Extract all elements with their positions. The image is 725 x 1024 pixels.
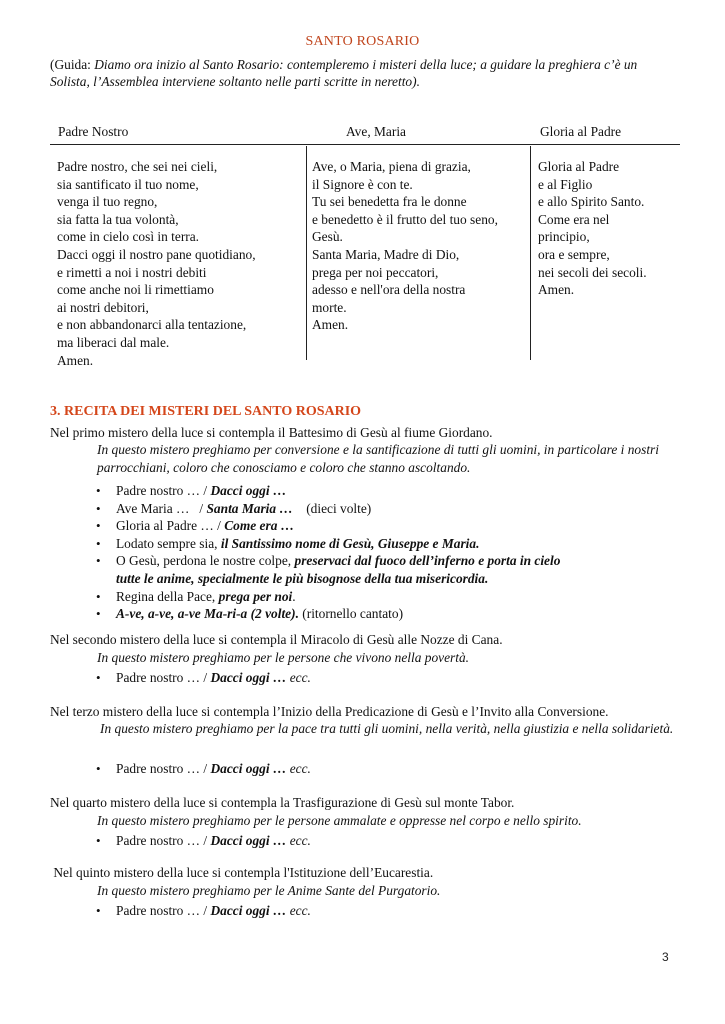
padre-nostro-text (57, 158, 256, 369)
list-item: • Padre nostro … / Dacci oggi … (96, 482, 560, 500)
prayer-line: e non abbandonarci alla tentazione, (57, 317, 247, 333)
prayer-line: e benedetto è il frutto del tuo seno, (312, 211, 498, 227)
prayer-line: adesso e nell'ora della nostra (312, 282, 466, 298)
list-item: • Padre nostro … / Dacci oggi … ecc. (96, 760, 311, 778)
prayer-line: e al Figlio (538, 176, 593, 192)
list-item: • Padre nostro … / Dacci oggi … ecc. (96, 669, 311, 687)
prayer-line: e allo Spirito Santo. (538, 194, 645, 210)
prayer-line: nei secoli dei secoli. (538, 264, 647, 280)
prayer-line: come anche noi li rimettiamo (57, 282, 214, 298)
list-item: • Padre nostro … / Dacci oggi … ecc. (96, 902, 311, 920)
prayer-bullet-list (96, 760, 311, 778)
prayer-line: venga il tuo regno, (57, 194, 158, 210)
prayers-table-header (50, 124, 680, 145)
prayer-bullet-list (96, 669, 311, 687)
prayer-line: Amen. (312, 317, 349, 333)
mystery-intent: In questo mistero preghiamo per conversione e la santificazione di tutti gli uomini, in particolare i nostri parrocchiani, coloro che conosciamo e coloro che stanno ascoltando. (97, 442, 659, 475)
prayer-bullet-list (96, 902, 311, 920)
prayer-line: Tu sei benedetta fra le donne (312, 194, 467, 210)
header-padre-nostro: Padre Nostro (58, 124, 129, 139)
mystery-line: Nel primo mistero della luce si contempla il Battesimo di Gesù al fiume Giordano. (50, 425, 493, 440)
prayer-line: sia santificato il tuo nome, (57, 176, 199, 192)
list-item: • Padre nostro … / Dacci oggi … ecc. (96, 832, 311, 850)
ave-maria-text (312, 158, 498, 334)
prayer-line: Ave, o Maria, piena di grazia, (312, 159, 471, 174)
prayer-line: e rimetti a noi i nostri debiti (57, 264, 207, 280)
table-divider (530, 146, 531, 360)
mystery-line: Nel terzo mistero della luce si contempla l’Inizio della Predicazione di Gesù e l’Invito alla Conversione. (50, 704, 609, 719)
prayer-line: il Signore è con te. (312, 176, 413, 192)
prayer-line: Padre nostro, che sei nei cieli, (57, 159, 218, 174)
prayer-line: ora e sempre, (538, 246, 610, 262)
prayer-line: Santa Maria, Madre di Dio, (312, 246, 460, 262)
prayer-bullet-list (96, 482, 560, 623)
prayer-line: Amen. (538, 282, 575, 298)
mystery-intent: In questo mistero preghiamo per le persone che vivono nella povertà. (97, 650, 470, 665)
table-divider (306, 146, 307, 360)
list-item: • Regina della Pace, prega per noi. (96, 588, 560, 606)
prayer-line: morte. (312, 299, 347, 315)
list-item: • O Gesù, perdona le nostre colpe, preservaci dal fuoco dell’inferno e porta in cielo tutte le anime, specialmente le più bisognose della tua misericordia. (96, 552, 560, 587)
prayer-line: come in cielo così in terra. (57, 229, 200, 245)
prayer-line: Come era nel (538, 211, 610, 227)
prayer-line: ai nostri debitori, (57, 299, 149, 315)
header-gloria: Gloria al Padre (540, 124, 622, 139)
guide-note (50, 56, 680, 90)
page-number: 3 (662, 950, 669, 964)
section-title: 3. RECITA DEI MISTERI DEL SANTO ROSARIO (50, 404, 362, 419)
mystery-intent: In questo mistero preghiamo per le Anime Sante del Purgatorio. (97, 883, 441, 898)
prayer-line: ma liberaci dal male. (57, 334, 170, 350)
prayer-line: principio, (538, 229, 590, 245)
mystery-line: Nel quinto mistero della luce si contempla l'Istituzione dell’Eucarestia. (50, 865, 434, 880)
prayer-bullet-list (96, 832, 311, 850)
list-item: • Gloria al Padre … / Come era … (96, 517, 560, 535)
prayer-line: prega per noi peccatori, (312, 264, 439, 280)
prayer-line: Gloria al Padre (538, 159, 620, 174)
list-item: • Lodato sempre sia, il Santissimo nome di Gesù, Giuseppe e Maria. (96, 535, 560, 553)
mystery-intent: In questo mistero preghiamo per la pace tra tutti gli uomini, nella verità, nella giustizia e nella solidarietà. (100, 721, 674, 736)
prayer-line: Dacci oggi il nostro pane quotidiano, (57, 246, 256, 262)
list-item: • A-ve, a-ve, a-ve Ma-ri-a (2 volte). (ritornello cantato) (96, 605, 560, 623)
prayer-line: Amen. (57, 352, 94, 368)
guide-lead: (Guida: (50, 57, 95, 72)
mystery-line: Nel secondo mistero della luce si contempla il Miracolo di Gesù alle Nozze di Cana. (50, 632, 503, 647)
prayer-line: sia fatta la tua volontà, (57, 211, 179, 227)
mystery-intent: In questo mistero preghiamo per le persone ammalate e oppresse nel corpo e nello spirito. (97, 813, 582, 828)
prayer-line: Gesù. (312, 229, 343, 245)
guide-body: Diamo ora inizio al Santo Rosario: contempleremo i misteri della luce; a guidare la preghiera c’è un Solista, l’Assemblea interviene soltanto nelle parti scritte in neretto). (50, 57, 638, 89)
list-item: • Ave Maria … / Santa Maria … (dieci volte) (96, 500, 560, 518)
page-title: SANTO ROSARIO (305, 34, 420, 49)
gloria-text (538, 158, 647, 299)
mystery-line: Nel quarto mistero della luce si contempla la Trasfigurazione di Gesù sul monte Tabor. (50, 795, 515, 810)
header-ave-maria: Ave, Maria (346, 124, 406, 139)
